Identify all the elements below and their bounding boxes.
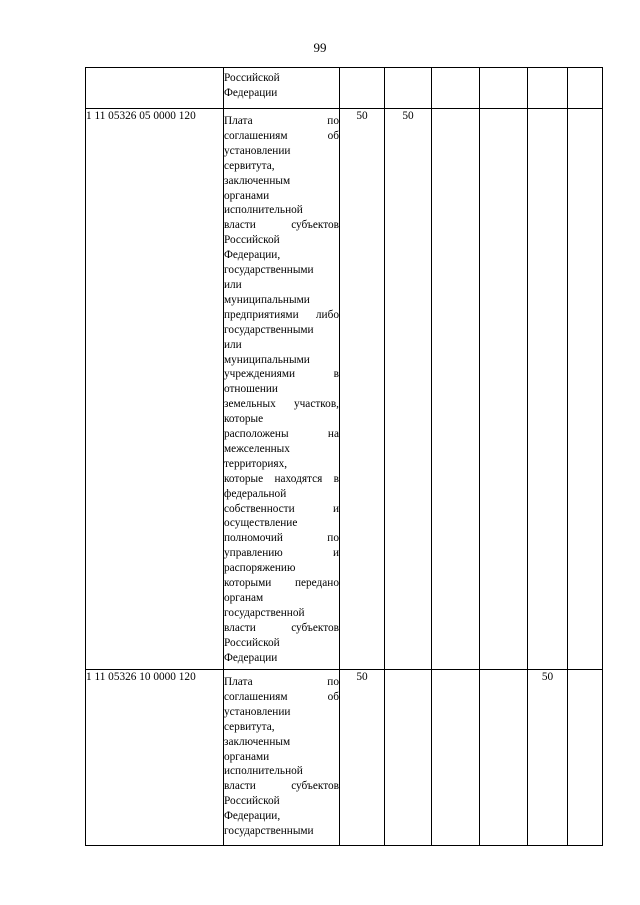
amount-cell-2 bbox=[385, 68, 432, 109]
name-line: которые bbox=[224, 413, 264, 426]
budget-code-cell bbox=[86, 68, 224, 109]
amount-cell-6 bbox=[568, 670, 603, 846]
name-line: государственными bbox=[224, 264, 314, 277]
name-line: установлении bbox=[224, 705, 291, 718]
revenue-name-cell bbox=[224, 68, 340, 109]
amount-cell-4 bbox=[480, 68, 528, 109]
name-line: заключенным bbox=[224, 735, 291, 748]
name-line: или bbox=[224, 278, 242, 291]
name-line: муниципальными bbox=[224, 293, 310, 306]
name-line: осуществление bbox=[224, 517, 298, 530]
budget-code-cell: 1 11 05326 10 0000 120 bbox=[86, 670, 224, 846]
name-line: или bbox=[224, 338, 242, 351]
name-line: Федерации, bbox=[224, 249, 281, 262]
name-line: установлении bbox=[224, 144, 291, 157]
name-line: Российской bbox=[224, 234, 280, 247]
name-line: Российской bbox=[224, 636, 280, 649]
name-line: власти субъектов bbox=[224, 780, 339, 793]
name-line: распоряжению bbox=[224, 562, 296, 575]
budget-table bbox=[85, 67, 603, 846]
amount-cell-5 bbox=[528, 68, 568, 109]
name-line: государственной bbox=[224, 606, 305, 619]
name-line: Плата по bbox=[224, 115, 339, 127]
name-line: межселенных bbox=[224, 442, 290, 455]
name-line: территориях, bbox=[224, 457, 288, 470]
name-line: Федерации, bbox=[224, 810, 281, 823]
amount-cell-1: 50 bbox=[340, 670, 385, 846]
name-line: отношении bbox=[224, 383, 278, 396]
name-line: земельных участков, bbox=[224, 398, 339, 411]
name-line: учреждениями в bbox=[224, 368, 339, 381]
name-line: муниципальными bbox=[224, 353, 310, 366]
name-line: которые находятся в bbox=[224, 472, 339, 485]
name-line: исполнительной bbox=[224, 204, 303, 217]
name-line: органами bbox=[224, 189, 270, 202]
amount-cell-2 bbox=[385, 670, 432, 846]
amount-cell-3 bbox=[432, 109, 480, 670]
amount-cell-3 bbox=[432, 68, 480, 109]
amount-cell-5 bbox=[528, 109, 568, 670]
name-line: органам bbox=[224, 592, 264, 604]
amount-cell-1: 50 bbox=[340, 109, 385, 670]
name-line: государственными bbox=[224, 825, 314, 838]
page-number: 99 bbox=[313, 40, 327, 55]
amount-cell-1 bbox=[340, 68, 385, 109]
name-line: власти субъектов bbox=[224, 621, 339, 634]
amount-cell-6 bbox=[568, 68, 603, 109]
amount-cell-6 bbox=[568, 109, 603, 670]
name-line: расположены на bbox=[224, 428, 339, 441]
name-line: государственными bbox=[224, 323, 314, 336]
name-line: Российской bbox=[224, 72, 280, 84]
table-row bbox=[86, 109, 603, 670]
name-line: предприятиями либо bbox=[224, 308, 339, 321]
table-row bbox=[86, 68, 603, 109]
name-line: Федерации bbox=[224, 651, 278, 664]
revenue-name-cell bbox=[224, 109, 340, 670]
name-line: заключенным bbox=[224, 174, 291, 187]
name-line: органами bbox=[224, 750, 270, 763]
name-line: соглашениям об bbox=[224, 129, 339, 142]
name-line: полномочий по bbox=[224, 532, 339, 545]
budget-code-cell: 1 11 05326 05 0000 120 bbox=[86, 109, 224, 670]
name-line: власти субъектов bbox=[224, 219, 339, 232]
name-line: управлению и bbox=[224, 547, 339, 560]
name-line: собственности и bbox=[224, 502, 339, 515]
name-line: которыми передано bbox=[224, 577, 339, 590]
name-line: федеральной bbox=[224, 487, 287, 500]
name-line: сервитута, bbox=[224, 159, 275, 172]
revenue-name-cell bbox=[224, 670, 340, 846]
name-line: сервитута, bbox=[224, 720, 275, 733]
name-line: Плата по bbox=[224, 676, 339, 688]
name-line: Федерации bbox=[224, 86, 278, 99]
amount-cell-2: 50 bbox=[385, 109, 432, 670]
amount-cell-5: 50 bbox=[528, 670, 568, 846]
amount-cell-3 bbox=[432, 670, 480, 846]
name-line: Российской bbox=[224, 795, 280, 808]
amount-cell-4 bbox=[480, 109, 528, 670]
name-line: соглашениям об bbox=[224, 690, 339, 703]
amount-cell-4 bbox=[480, 670, 528, 846]
name-line: исполнительной bbox=[224, 765, 303, 778]
table-row bbox=[86, 670, 603, 846]
